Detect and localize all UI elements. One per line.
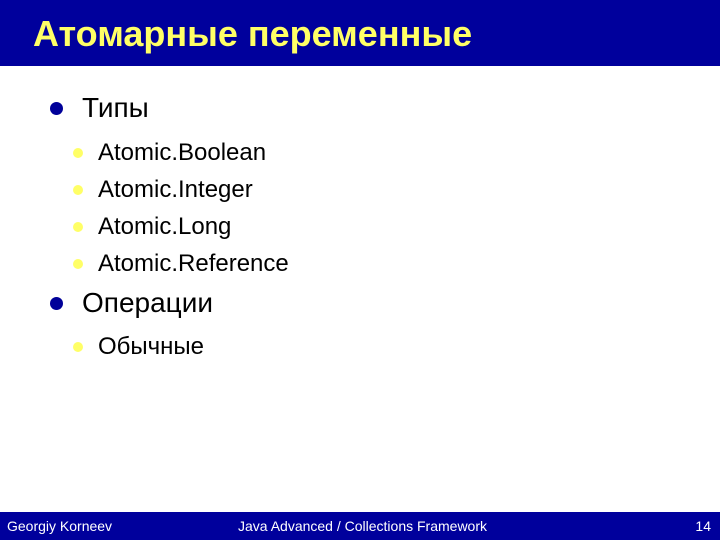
bullet-dot-icon xyxy=(50,102,63,115)
footer-course-title: Java Advanced / Collections Framework xyxy=(238,518,487,534)
bullet-text: Типы xyxy=(82,92,149,123)
bullet-dot-icon xyxy=(73,259,83,269)
bullet-dot-icon xyxy=(50,297,63,310)
slide-title: Атомарные переменные xyxy=(33,13,473,54)
bullet-text: Операции xyxy=(82,287,213,318)
bullet-dot-icon xyxy=(73,222,83,232)
bullet-dot-icon xyxy=(73,185,83,195)
bullet-dot-icon xyxy=(73,148,83,158)
sub-bullet-text: Обычные xyxy=(98,333,205,360)
sub-bullet-text: Atomic.Long xyxy=(98,213,232,240)
sub-bullet-text: Atomic.Boolean xyxy=(98,139,267,166)
slide-footer xyxy=(0,512,720,540)
sub-bullet-text: Atomic.Integer xyxy=(98,176,253,203)
bullet-dot-icon xyxy=(73,342,83,352)
page-number: 14 xyxy=(695,518,711,534)
footer-author: Georgiy Korneev xyxy=(7,518,113,534)
sub-bullet-text: Atomic.Reference xyxy=(98,250,289,277)
